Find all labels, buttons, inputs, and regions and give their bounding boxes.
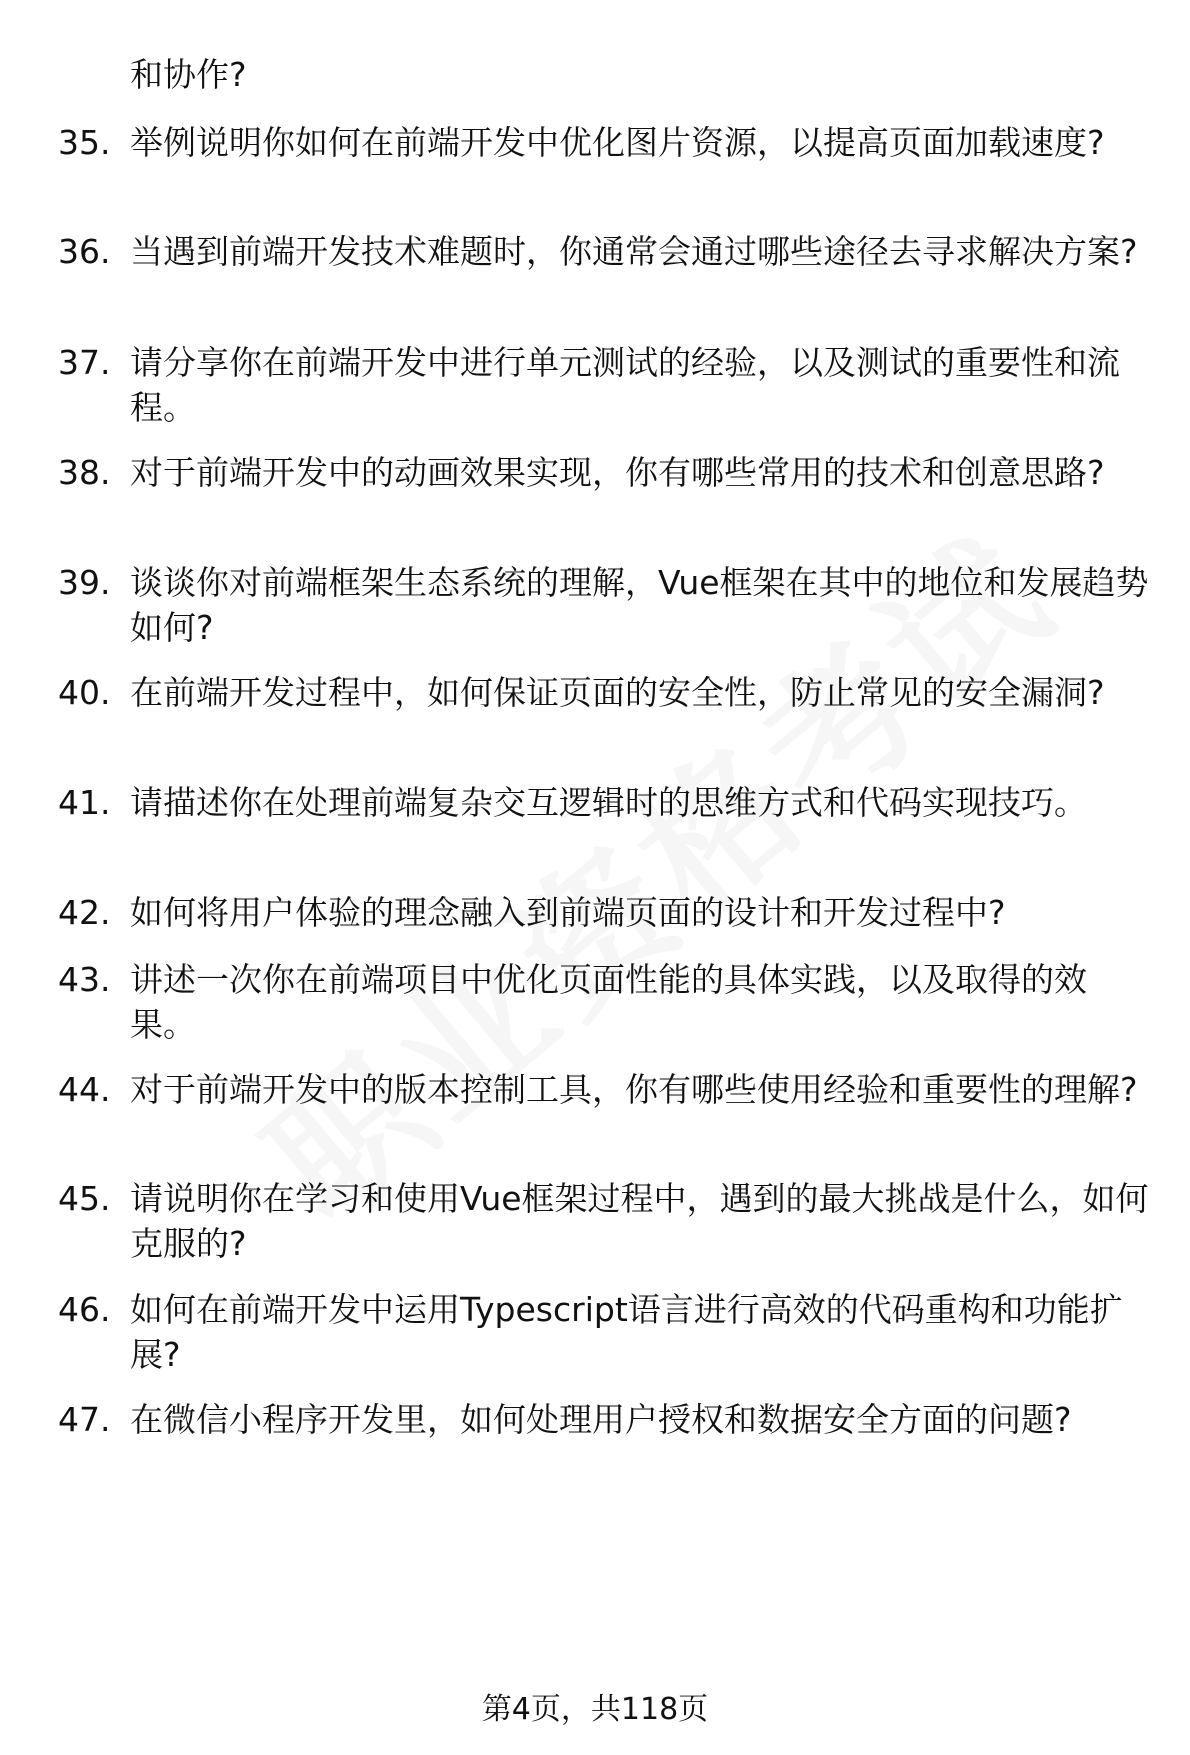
question-number: 46.	[58, 1290, 111, 1329]
question-text: 对于前端开发中的版本控制工具，你有哪些使用经验和重要性的理解?	[130, 1070, 1138, 1109]
question-text: 请分享你在前端开发中进行单元测试的经验，以及测试的重要性和流程。	[130, 343, 1120, 427]
question-text: 谈谈你对前端框架生态系统的理解，Vue框架在其中的地位和发展趋势如何?	[130, 563, 1149, 647]
question-number: 47.	[58, 1400, 111, 1439]
question-text: 请描述你在处理前端复杂交互逻辑时的思维方式和代码实现技巧。	[130, 783, 1087, 822]
question-text: 在微信小程序开发里，如何处理用户授权和数据安全方面的问题?	[130, 1400, 1072, 1439]
question-number: 39.	[58, 563, 111, 602]
question-number: 42.	[58, 893, 111, 932]
question-number: 37.	[58, 343, 111, 382]
question-text: 在前端开发过程中，如何保证页面的安全性，防止常见的安全漏洞?	[130, 673, 1105, 712]
question-number: 41.	[58, 783, 111, 822]
question-text: 如何将用户体验的理念融入到前端页面的设计和开发过程中?	[130, 893, 1006, 932]
question-number: 40.	[58, 673, 111, 712]
continuation-text: 和协作?	[130, 55, 247, 94]
page-footer: 第4页，共118页	[481, 1692, 709, 1727]
question-number: 36.	[58, 232, 111, 271]
question-number: 35.	[58, 123, 111, 162]
question-text: 当遇到前端开发技术难题时，你通常会通过哪些途径去寻求解决方案?	[130, 232, 1138, 271]
question-number: 38.	[58, 453, 111, 492]
question-number: 44.	[58, 1070, 111, 1109]
question-number: 45.	[58, 1179, 111, 1218]
question-text: 讲述一次你在前端项目中优化页面性能的具体实践，以及取得的效果。	[130, 960, 1087, 1044]
question-text: 如何在前端开发中运用Typescript语言进行高效的代码重构和功能扩展?	[130, 1290, 1123, 1374]
question-number: 43.	[58, 960, 111, 999]
question-text: 对于前端开发中的动画效果实现，你有哪些常用的技术和创意思路?	[130, 453, 1105, 492]
question-text: 举例说明你如何在前端开发中优化图片资源，以提高页面加载速度?	[130, 123, 1105, 162]
question-text: 请说明你在学习和使用Vue框架过程中，遇到的最大挑战是什么，如何克服的?	[130, 1179, 1149, 1263]
